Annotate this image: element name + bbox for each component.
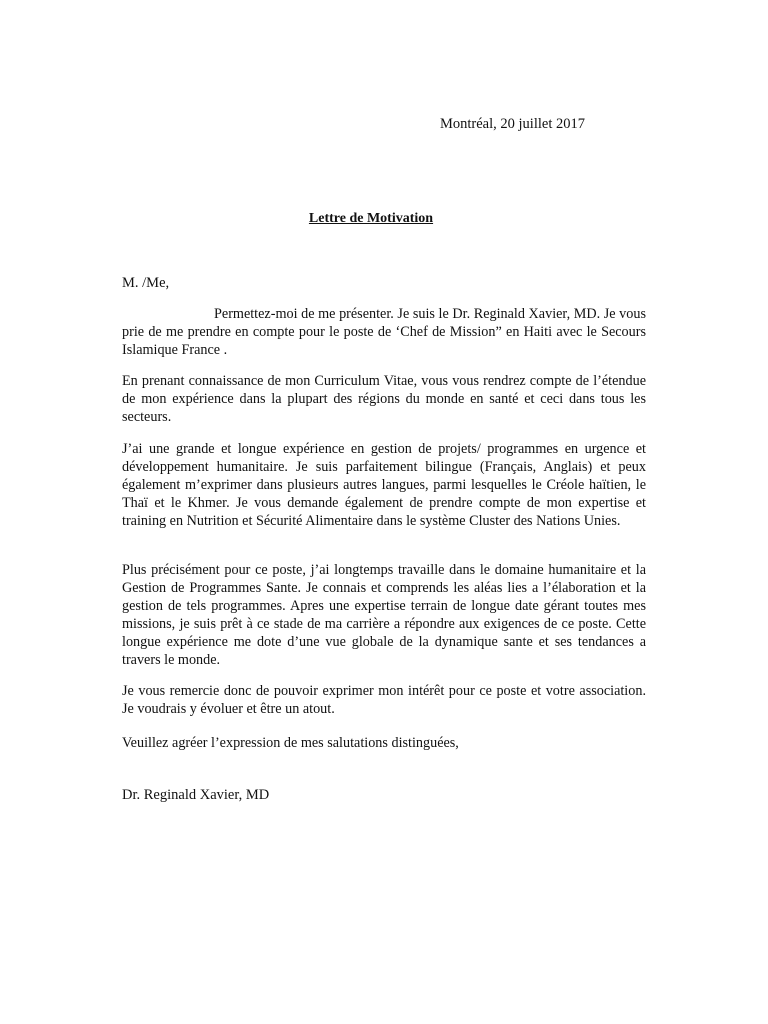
paragraph-introduction: Permettez-moi de me présenter. Je suis le Dr. Reginald Xavier, MD. Je vous prie de me prendre en compte pour le poste de ‘Chef de Mission” en Haiti avec le Secours Islamique France . (122, 306, 646, 358)
letter-date: Montréal, 20 juillet 2017 (440, 116, 585, 132)
paragraph-closing: Veuillez agréer l’expression de mes salutations distinguées, (122, 735, 459, 751)
paragraph-experience: J’ai une grande et longue expérience en gestion de projets/ programmes en urgence et développement humanitaire. Je suis parfaitement bilingue (Français, Anglais) et peux également m’exprimer dans plusieurs autres langues, parmi lesquelles le Créole haïtien, le Thaï et le Khmer. Je vous demande également de prendre compte de mon expertise et training en Nutrition et Sécurité Alimentaire dans le système Cluster des Nations Unies. (122, 441, 646, 529)
letter-title: Lettre de Motivation (308, 211, 434, 226)
paragraph-position: Plus précisément pour ce poste, j’ai longtemps travaille dans le domaine humanitaire et la Gestion de Programmes Sante. Je connais et comprends les aléas lies a l’élaboration et la gestion de tels programmes. Apres une expertise terrain de longue date gérant toutes mes missions, je suis prêt à ce stade de ma carrière a répondre aux exigences de ce poste. Cette longue expérience me dote d’une vue globale de la dynamique sante et ses tendances a travers le monde. (122, 562, 646, 668)
paragraph-thanks: Je vous remercie donc de pouvoir exprimer mon intérêt pour ce poste et votre association. Je voudrais y évoluer et être un atout. (122, 683, 646, 717)
signature: Dr. Reginald Xavier, MD (122, 787, 270, 803)
paragraph-cv-reference: En prenant connaissance de mon Curriculum Vitae, vous vous rendrez compte de l’étendue de mon expérience dans la plupart des régions du monde en santé et ceci dans tous les secteurs. (122, 373, 646, 425)
salutation: M. /Me, (122, 275, 170, 291)
